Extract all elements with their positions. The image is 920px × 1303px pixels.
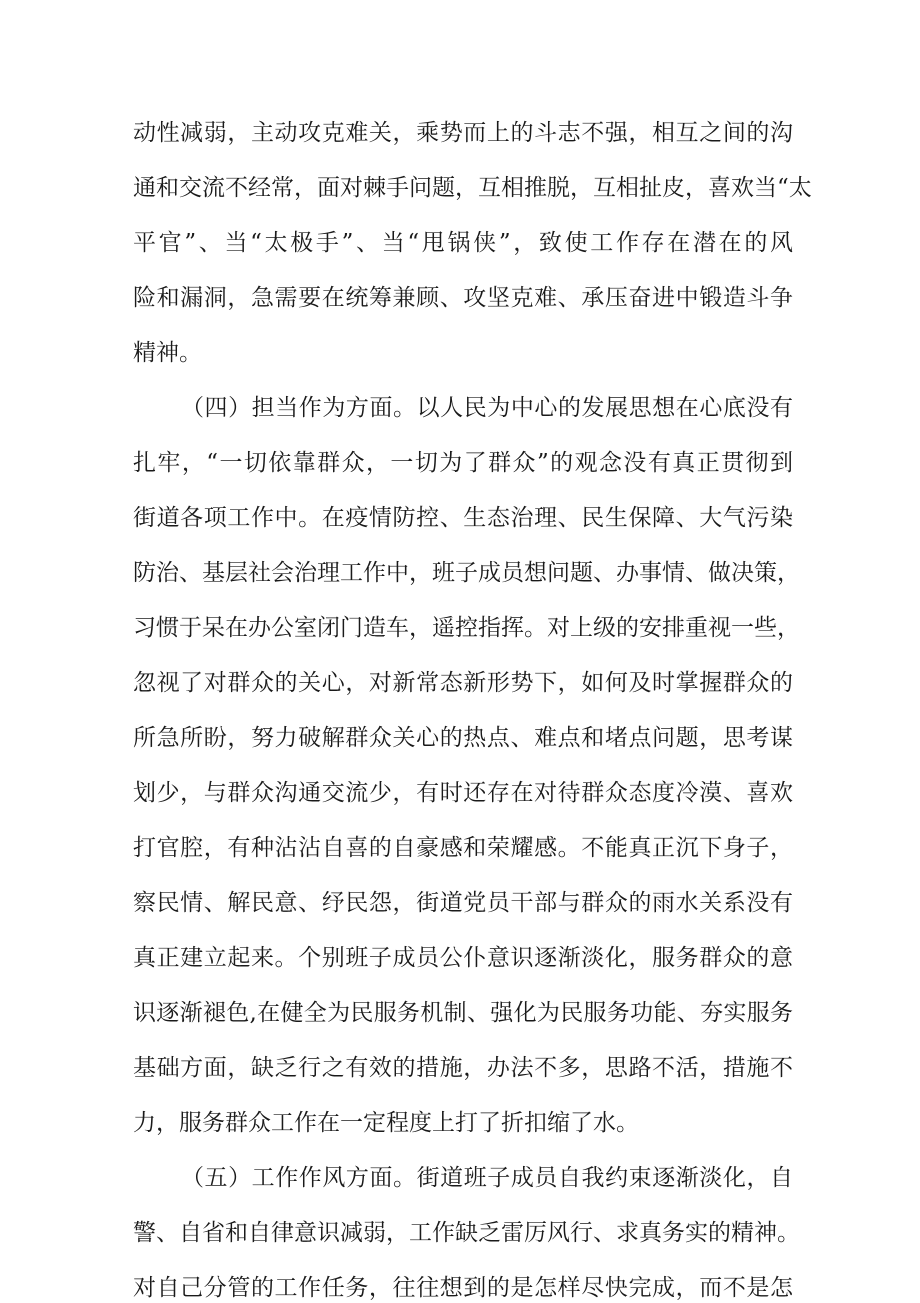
text-line: 真正建立起来。个别班子成员公仆意识逐渐淡化，服务群众的意 — [133, 945, 793, 971]
text-line: 基础方面，缺乏行之有效的措施，办法不多，思路不活，措施不 — [133, 1055, 793, 1081]
text-line: 察民情、解民意、纾民怨，街道党员干部与群众的雨水关系没有 — [133, 890, 793, 916]
text-line: 对自己分管的工作任务，往往想到的是怎样尽快完成，而不是怎 — [133, 1275, 793, 1301]
text-line: 习惯于呆在办公室闭门造车，遥控指挥。对上级的安排重视一些， — [133, 615, 800, 641]
text-line: 打官腔，有种沾沾自喜的自豪感和荣耀感。不能真正沉下身子， — [133, 835, 793, 861]
text-line: 街道各项工作中。在疫情防控、生态治理、民生保障、大气污染 — [133, 505, 793, 531]
paragraph-four-start: （四）担当作为方面。以人民为中心的发展思想在心底没有 — [181, 395, 793, 421]
text-line: 动性减弱，主动攻克难关，乘势而上的斗志不强，相互之间的沟 — [133, 120, 793, 146]
paragraph-five-start: （五）工作作风方面。街道班子成员自我约束逐渐淡化，自 — [181, 1165, 793, 1191]
text-line: 忽视了对群众的关心，对新常态新形势下，如何及时掌握群众的 — [133, 670, 793, 696]
text-line: 防治、基层社会治理工作中，班子成员想问题、办事情、做决策， — [133, 560, 800, 586]
text-line: 警、自省和自律意识减弱，工作缺乏雷厉风行、求真务实的精神。 — [133, 1220, 800, 1246]
text-line: 平官”、当“太极手”、当“甩锅侠”，致使工作存在潜在的风 — [133, 230, 793, 256]
text-line: 识逐渐褪色,在健全为民服务机制、强化为民服务功能、夯实服务 — [133, 1000, 793, 1026]
text-line: 划少，与群众沟通交流少，有时还存在对待群众态度冷漠、喜欢 — [133, 780, 793, 806]
text-line: 力，服务群众工作在一定程度上打了折扣缩了水。 — [133, 1110, 639, 1136]
text-line: 扎牢，“一切依靠群众，一切为了群众”的观念没有真正贯彻到 — [133, 450, 793, 476]
text-line: 通和交流不经常，面对棘手问题，互相推脱，互相扯皮，喜欢当“太 — [133, 175, 812, 201]
text-line: 精神。 — [133, 340, 202, 366]
text-line: 险和漏洞，急需要在统筹兼顾、攻坚克难、承压奋进中锻造斗争 — [133, 285, 793, 311]
text-line: 所急所盼，努力破解群众关心的热点、难点和堵点问题，思考谋 — [133, 725, 793, 751]
